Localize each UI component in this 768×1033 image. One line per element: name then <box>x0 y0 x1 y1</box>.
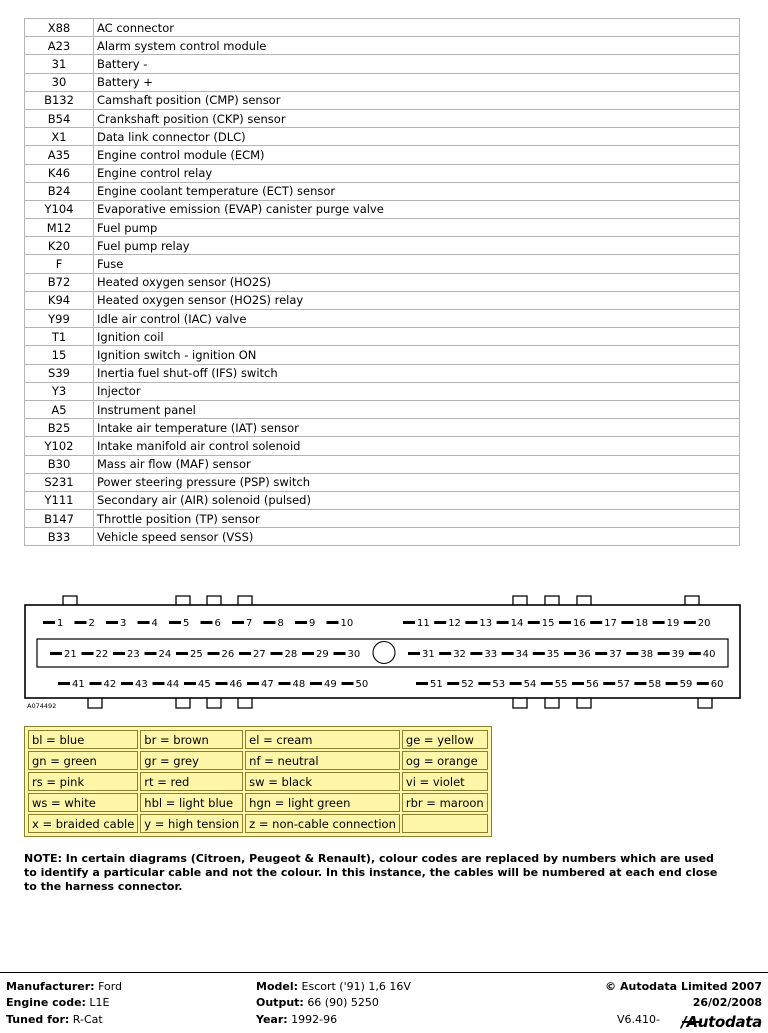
connector-pin-number: 26 <box>221 649 235 660</box>
connector-pin-number: 8 <box>277 618 284 629</box>
connector-pin-number: 52 <box>461 679 474 690</box>
component-code: S39 <box>25 364 94 382</box>
connector-pin-number: 51 <box>430 679 443 690</box>
component-code: Y99 <box>25 310 94 328</box>
connector-pin-number: 38 <box>640 649 654 660</box>
connector-pin-number: 21 <box>64 649 77 660</box>
component-row <box>25 419 740 437</box>
connector-pin-number: 16 <box>573 618 586 629</box>
connector-pin-number: 7 <box>246 618 253 629</box>
connector-pin-number: 41 <box>72 679 85 690</box>
component-code: A23 <box>25 37 94 55</box>
component-code: Y104 <box>25 200 94 218</box>
legend-entry: sw = black <box>245 772 400 791</box>
connector-pin-number: 10 <box>340 618 354 629</box>
output-value: 66 (90) 5250 <box>307 996 379 1009</box>
component-row <box>25 473 740 491</box>
component-code: 30 <box>25 73 94 91</box>
connector-pin-number: 58 <box>648 679 662 690</box>
connector-pin-number: 13 <box>479 618 493 629</box>
component-name: Idle air control (IAC) valve <box>94 310 740 328</box>
ecm-connector-diagram <box>0 590 768 715</box>
component-code: F <box>25 255 94 273</box>
component-code: K46 <box>25 164 94 182</box>
output-field <box>256 996 379 1010</box>
component-name: Fuel pump <box>94 219 740 237</box>
component-code: X1 <box>25 128 94 146</box>
component-code: A35 <box>25 146 94 164</box>
legend-entry: gn = green <box>28 751 138 770</box>
component-name: Ignition switch - ignition ON <box>94 346 740 364</box>
component-row <box>25 291 740 309</box>
connector-pin-number: 23 <box>127 649 140 660</box>
connector-pin-number: 45 <box>198 679 211 690</box>
connector-bottom-tab <box>577 698 591 708</box>
component-row <box>25 382 740 400</box>
connector-pin-number: 17 <box>604 618 617 629</box>
model-field <box>256 980 411 994</box>
component-name: Camshaft position (CMP) sensor <box>94 91 740 109</box>
component-row <box>25 273 740 291</box>
component-name: Heated oxygen sensor (HO2S) <box>94 273 740 291</box>
connector-pin-number: 2 <box>88 618 95 629</box>
component-code: B147 <box>25 510 94 528</box>
document-reference: V6.410- <box>617 1013 660 1026</box>
component-row <box>25 528 740 546</box>
connector-pin-number: 44 <box>166 679 180 690</box>
legend-entry: vi = violet <box>402 772 488 791</box>
connector-pin-number: 30 <box>347 649 361 660</box>
manufacturer-label: Manufacturer: <box>6 980 95 993</box>
component-row <box>25 146 740 164</box>
component-row <box>25 491 740 509</box>
component-name: Secondary air (AIR) solenoid (pulsed) <box>94 491 740 509</box>
connector-top-tab <box>685 596 699 605</box>
component-row <box>25 510 740 528</box>
connector-pin-number: 54 <box>523 679 537 690</box>
connector-pin-number: 25 <box>190 649 203 660</box>
year-field <box>256 1013 337 1027</box>
component-code: Y102 <box>25 437 94 455</box>
copyright-text: © Autodata Limited 2007 <box>605 980 762 993</box>
legend-entry: br = brown <box>140 730 243 749</box>
tuned-for-field <box>6 1013 103 1027</box>
connector-pin-number: 53 <box>492 679 506 690</box>
connector-pin-number: 42 <box>103 679 117 690</box>
component-name: Fuel pump relay <box>94 237 740 255</box>
component-code: M12 <box>25 219 94 237</box>
component-code: B132 <box>25 91 94 109</box>
component-row <box>25 182 740 200</box>
connector-pin-number: 49 <box>324 679 337 690</box>
legend-entry: ws = white <box>28 793 138 812</box>
connector-top-tab <box>176 596 190 605</box>
connector-top-tab <box>545 596 559 605</box>
component-name: Inertia fuel shut-off (IFS) switch <box>94 364 740 382</box>
component-row <box>25 364 740 382</box>
component-code: B33 <box>25 528 94 546</box>
component-name: Engine control module (ECM) <box>94 146 740 164</box>
component-name: Fuse <box>94 255 740 273</box>
legend-entry: og = orange <box>402 751 488 770</box>
component-code: 15 <box>25 346 94 364</box>
component-row <box>25 400 740 418</box>
connector-pin-number: 46 <box>229 679 243 690</box>
component-row <box>25 437 740 455</box>
connector-pin-number: 32 <box>453 649 466 660</box>
legend-entry: y = high tension <box>140 814 243 833</box>
connector-pin-number: 22 <box>95 649 109 660</box>
connector-pin-number: 59 <box>679 679 693 690</box>
connector-key-circle <box>373 642 395 664</box>
component-code: B25 <box>25 419 94 437</box>
engine-code-value: L1E <box>89 996 110 1009</box>
legend-entry: bl = blue <box>28 730 138 749</box>
manufacturer-value: Ford <box>98 980 123 993</box>
connector-pin-number: 34 <box>515 649 529 660</box>
year-value: 1992-96 <box>291 1013 338 1026</box>
component-row <box>25 73 740 91</box>
manufacturer-field <box>6 980 122 994</box>
legend-row <box>28 814 488 833</box>
legend-row <box>28 793 488 812</box>
component-code: Y3 <box>25 382 94 400</box>
component-row <box>25 91 740 109</box>
component-code: B54 <box>25 109 94 127</box>
connector-bottom-tab <box>207 698 221 708</box>
connector-pin-number: 56 <box>586 679 599 690</box>
wire-colour-legend <box>24 726 492 837</box>
connector-pin-number: 39 <box>671 649 685 660</box>
legend-entry: rs = pink <box>28 772 138 791</box>
component-name: Crankshaft position (CKP) sensor <box>94 109 740 127</box>
component-row <box>25 164 740 182</box>
connector-pin-number: 1 <box>57 618 64 629</box>
legend-entry: gr = grey <box>140 751 243 770</box>
year-label: Year: <box>256 1013 288 1026</box>
component-code: X88 <box>25 19 94 37</box>
connector-pin-number: 14 <box>510 618 524 629</box>
connector-pin-number: 43 <box>135 679 148 690</box>
component-row <box>25 19 740 37</box>
component-name: Engine control relay <box>94 164 740 182</box>
component-row <box>25 55 740 73</box>
connector-pin-number: 3 <box>120 618 127 629</box>
legend-entry: nf = neutral <box>245 751 400 770</box>
print-date: 26/02/2008 <box>692 996 762 1009</box>
connector-pin-number: 31 <box>422 649 435 660</box>
connector-pin-number: 4 <box>151 618 158 629</box>
legend-row <box>28 751 488 770</box>
component-code: Y111 <box>25 491 94 509</box>
component-name: Alarm system control module <box>94 37 740 55</box>
connector-pin-number: 20 <box>697 618 711 629</box>
connector-pin-number: 9 <box>309 618 316 629</box>
component-table <box>24 18 740 546</box>
connector-pin-number: 47 <box>261 679 274 690</box>
component-code: B24 <box>25 182 94 200</box>
connector-pin-number: 33 <box>484 649 498 660</box>
connector-bottom-tab <box>176 698 190 708</box>
connector-bottom-tab <box>698 698 712 708</box>
component-row <box>25 310 740 328</box>
connector-top-tab <box>238 596 252 605</box>
connector-top-tab <box>513 596 527 605</box>
connector-pin-number: 11 <box>417 618 430 629</box>
component-row <box>25 200 740 218</box>
connector-top-tab <box>63 596 77 605</box>
connector-bottom-tab <box>88 698 102 708</box>
component-name: Evaporative emission (EVAP) canister purge valve <box>94 200 740 218</box>
connector-top-tab <box>207 596 221 605</box>
legend-entry: x = braided cable <box>28 814 138 833</box>
connector-pin-number: 29 <box>316 649 329 660</box>
component-name: Intake manifold air control solenoid <box>94 437 740 455</box>
component-row <box>25 219 740 237</box>
output-label: Output: <box>256 996 304 1009</box>
component-row <box>25 109 740 127</box>
legend-entry: z = non-cable connection <box>245 814 400 833</box>
legend-entry: rbr = maroon <box>402 793 488 812</box>
connector-pin-number: 37 <box>609 649 622 660</box>
connector-pin-number: 18 <box>635 618 649 629</box>
connector-top-tab <box>577 596 591 605</box>
legend-entry: ge = yellow <box>402 730 488 749</box>
component-name: Ignition coil <box>94 328 740 346</box>
component-code: 31 <box>25 55 94 73</box>
tuned-for-value: R-Cat <box>72 1013 103 1026</box>
component-code: S231 <box>25 473 94 491</box>
autodata-logo: /Autodata <box>681 1013 762 1031</box>
component-name: Battery + <box>94 73 740 91</box>
component-row <box>25 346 740 364</box>
connector-pin-number: 60 <box>710 679 724 690</box>
component-name: Vehicle speed sensor (VSS) <box>94 528 740 546</box>
component-code: T1 <box>25 328 94 346</box>
connector-bottom-tab <box>238 698 252 708</box>
connector-pin-number: 48 <box>292 679 306 690</box>
legend-entry: hbl = light blue <box>140 793 243 812</box>
tuned-for-label: Tuned for: <box>6 1013 70 1026</box>
connector-pin-number: 6 <box>214 618 221 629</box>
component-row <box>25 328 740 346</box>
component-code: K94 <box>25 291 94 309</box>
engine-code-label: Engine code: <box>6 996 86 1009</box>
component-name: AC connector <box>94 19 740 37</box>
component-name: Mass air flow (MAF) sensor <box>94 455 740 473</box>
component-name: Engine coolant temperature (ECT) sensor <box>94 182 740 200</box>
component-row <box>25 237 740 255</box>
component-code: K20 <box>25 237 94 255</box>
connector-part-label: A074492 <box>27 702 57 710</box>
component-name: Power steering pressure (PSP) switch <box>94 473 740 491</box>
connector-pin-number: 40 <box>702 649 716 660</box>
connector-pin-number: 55 <box>554 679 568 690</box>
component-code: B30 <box>25 455 94 473</box>
connector-pin-number: 19 <box>666 618 680 629</box>
legend-row <box>28 772 488 791</box>
legend-entry: rt = red <box>140 772 243 791</box>
component-name: Instrument panel <box>94 400 740 418</box>
component-name: Injector <box>94 382 740 400</box>
connector-pin-number: 5 <box>183 618 190 629</box>
component-row <box>25 37 740 55</box>
component-row <box>25 455 740 473</box>
component-name: Battery - <box>94 55 740 73</box>
engine-code-field <box>6 996 110 1010</box>
connector-pin-number: 36 <box>578 649 591 660</box>
connector-pin-number: 28 <box>284 649 298 660</box>
model-label: Model: <box>256 980 299 993</box>
component-row <box>25 255 740 273</box>
connector-pin-number: 15 <box>541 618 555 629</box>
connector-bottom-tab <box>545 698 559 708</box>
connector-pin-number: 57 <box>617 679 630 690</box>
component-name: Heated oxygen sensor (HO2S) relay <box>94 291 740 309</box>
legend-entry: hgn = light green <box>245 793 400 812</box>
component-code: B72 <box>25 273 94 291</box>
connector-pin-number: 50 <box>355 679 369 690</box>
connector-pin-number: 35 <box>546 649 560 660</box>
model-value: Escort ('91) 1,6 16V <box>301 980 411 993</box>
connector-bottom-tab <box>513 698 527 708</box>
legend-entry <box>402 814 488 833</box>
component-name: Throttle position (TP) sensor <box>94 510 740 528</box>
colour-code-note: NOTE: In certain diagrams (Citroen, Peugeot & Renault), colour codes are replaced by numbers which are used to identify a particular cable and not the colour. In this instance, the cables will be numbered at each end close to the harness connector. <box>24 852 718 893</box>
component-row <box>25 128 740 146</box>
legend-entry: el = cream <box>245 730 400 749</box>
connector-pin-number: 27 <box>253 649 266 660</box>
component-name: Data link connector (DLC) <box>94 128 740 146</box>
component-name: Intake air temperature (IAT) sensor <box>94 419 740 437</box>
legend-row <box>28 730 488 749</box>
component-code: A5 <box>25 400 94 418</box>
autodata-logo-text: Autodata <box>686 1013 762 1031</box>
connector-pin-number: 24 <box>158 649 172 660</box>
connector-pin-number: 12 <box>448 618 461 629</box>
